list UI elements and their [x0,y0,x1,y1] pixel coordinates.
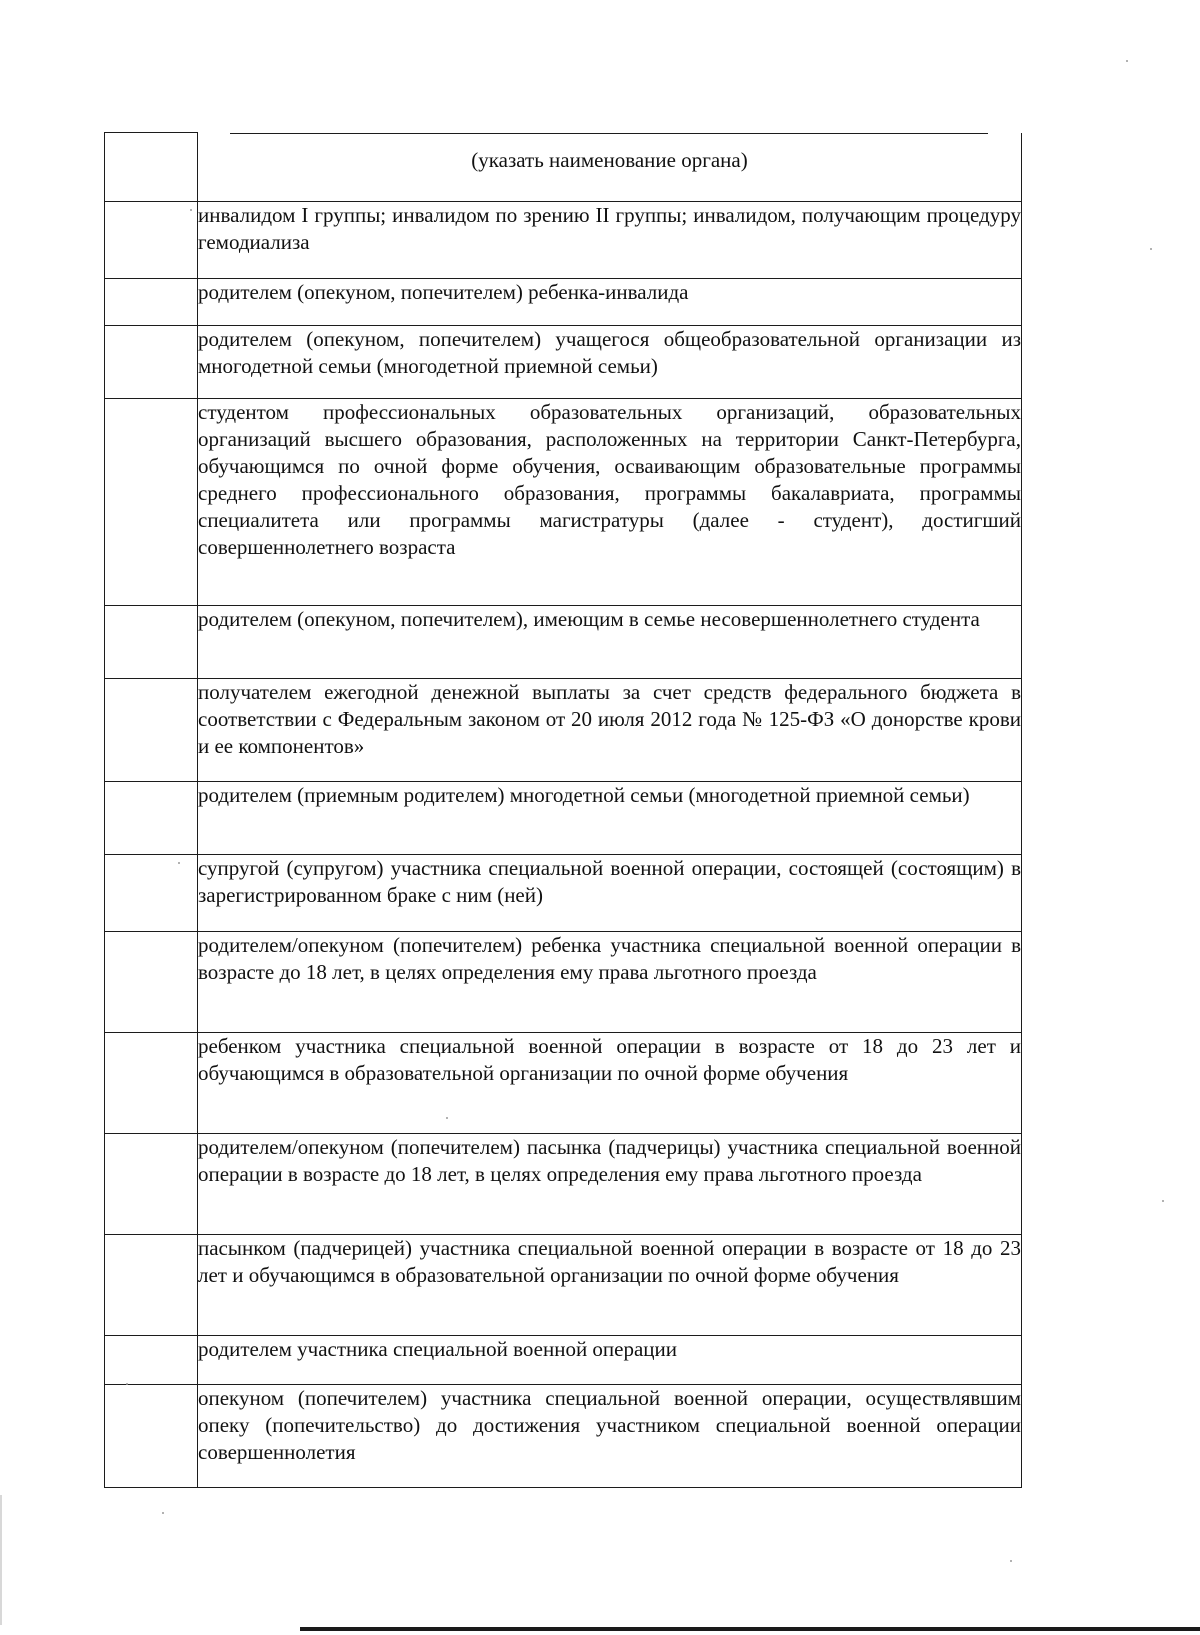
category-text: родителем (опекуном, попечителем) ребенка-инвалида [198,278,1022,325]
table-row [105,1335,1022,1384]
scan-speck [190,209,192,211]
checkbox-cell[interactable] [105,781,198,854]
table-row [105,325,1022,398]
scan-speck [1010,1560,1012,1562]
organ-caption: (указать наименование органа) [471,147,748,172]
checkbox-cell[interactable] [105,201,198,278]
table-row [105,1234,1022,1335]
checkbox-cell[interactable] [105,854,198,931]
category-text: родителем/опекуном (попечителем) пасынка (падчерицы) участника специальной военной операции в возрасте до 18 лет, в целях определения ему права льготного проезда [198,1133,1022,1234]
category-text: родителем/опекуном (попечителем) ребенка участника специальной военной операции в возрасте до 18 лет, в целях определения ему права льготного проезда [198,931,1022,1032]
table-row [105,605,1022,678]
organ-name-blank-line[interactable] [230,133,988,134]
table-row [105,1032,1022,1133]
checkbox-cell[interactable] [105,605,198,678]
scan-speck [1150,248,1152,250]
category-text: пасынком (падчерицей) участника специальной военной операции в возрасте от 18 до 23 лет и обучающимся в образовательной организации по очной форме обучения [198,1234,1022,1335]
checkbox-cell[interactable] [105,398,198,605]
category-table [104,132,1022,1488]
checkbox-cell[interactable] [105,325,198,398]
table-row [105,854,1022,931]
scan-edge-shadow [0,1495,2,1625]
category-text: родителем участника специальной военной операции [198,1335,1022,1384]
scan-bottom-edge [300,1627,1200,1631]
category-text: родителем (опекуном, попечителем), имеющим в семье несовершеннолетнего студента [198,605,1022,678]
organ-caption-cell [198,133,1022,202]
scan-speck [178,862,180,864]
table-row [105,781,1022,854]
scan-speck [446,1117,448,1119]
scan-speck [1162,1200,1164,1202]
scan-speck [1126,60,1128,62]
table-row [105,1384,1022,1487]
table-row [105,278,1022,325]
table-row [105,931,1022,1032]
checkbox-cell[interactable] [105,1234,198,1335]
checkbox-cell[interactable] [105,678,198,781]
category-text: инвалидом I группы; инвалидом по зрению II группы; инвалидом, получающим процедуру гемодиализа [198,201,1022,278]
table-row [105,1133,1022,1234]
category-text: родителем (опекуном, попечителем) учащегося общеобразовательной организации из многодетной семьи (многодетной приемной семьи) [198,325,1022,398]
category-text: опекуном (попечителем) участника специальной военной операции, осуществлявшим опеку (попечительство) до достижения участником специальной военной операции совершеннолетия [198,1384,1022,1487]
checkbox-cell[interactable] [105,133,198,202]
checkbox-cell[interactable] [105,278,198,325]
category-text: студентом профессиональных образовательных организаций, образовательных организаций высшего образования, расположенных на территории Санкт-Петербурга, обучающимся по очной форме обучения, осваивающим образовательные программы среднего профессионального образования, программы бакалавриата, программы специалитета или программы магистратуры (далее - студент), достигший совершеннолетнего возраста [198,398,1022,605]
checkbox-cell[interactable] [105,1032,198,1133]
checkbox-cell[interactable] [105,1133,198,1234]
scan-speck [162,1512,164,1514]
category-text: получателем ежегодной денежной выплаты за счет средств федерального бюджета в соответствии с Федеральным законом от 20 июля 2012 года № 125-ФЗ «О донорстве крови и ее компонентов» [198,678,1022,781]
checkbox-cell[interactable] [105,1335,198,1384]
table-row [105,398,1022,605]
table-row [105,201,1022,278]
category-text: ребенком участника специальной военной операции в возрасте от 18 до 23 лет и обучающимся в образовательной организации по очной форме обучения [198,1032,1022,1133]
category-text: супругой (супругом) участника специальной военной операции, состоящей (состоящим) в зарегистрированном браке с ним (ней) [198,854,1022,931]
scan-speck [126,1383,128,1385]
checkbox-cell[interactable] [105,931,198,1032]
checkbox-cell[interactable] [105,1384,198,1487]
table-row [105,678,1022,781]
category-text: родителем (приемным родителем) многодетной семьи (многодетной приемной семьи) [198,781,1022,854]
table-header-row [105,133,1022,202]
